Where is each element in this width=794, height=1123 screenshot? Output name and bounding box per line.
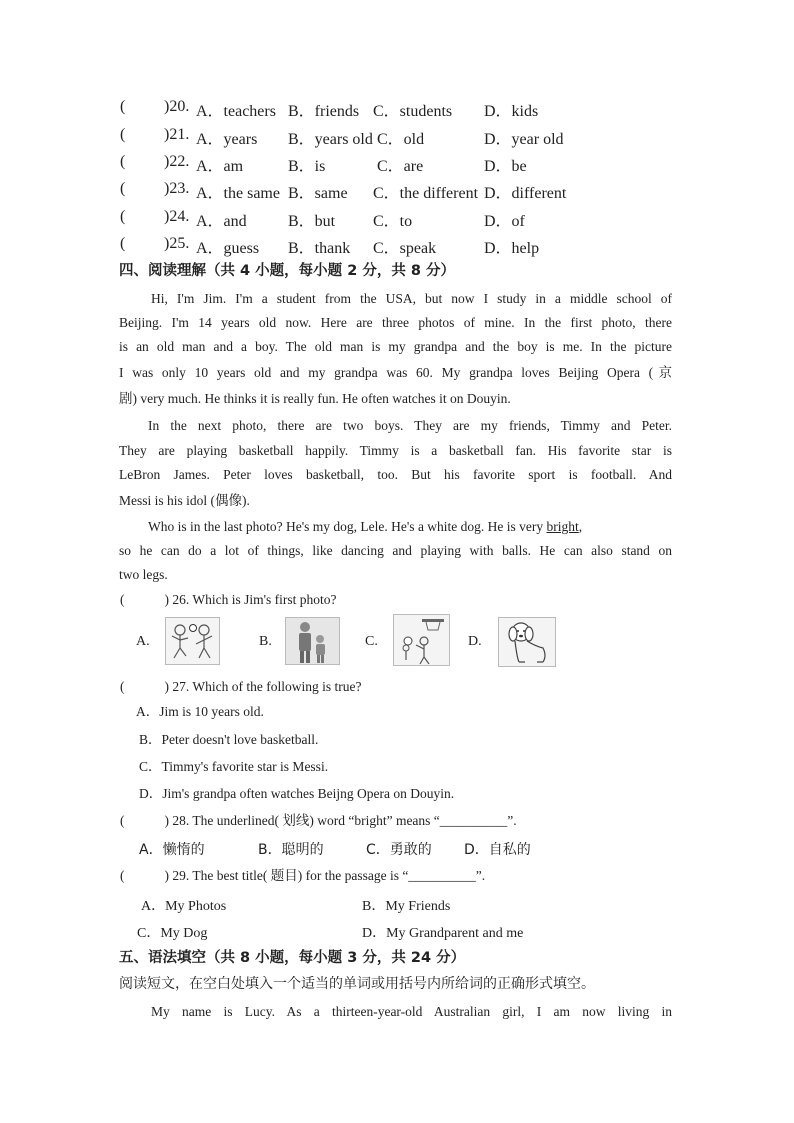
answer-bracket[interactable]: ( <box>120 868 125 883</box>
question-29 <box>120 867 485 885</box>
passage-line: They are playing basketball happily. Timmy is a basketball fan. His favorite star is <box>119 443 672 458</box>
passage-line: Beijing. I'm 14 years old now. Here are three photos of mine. In the first photo, there <box>119 315 672 330</box>
option-c: C．speak <box>373 240 437 257</box>
option-b: B．years old <box>288 131 373 148</box>
question-number: )23. <box>164 180 190 197</box>
passage-line <box>148 518 582 536</box>
question-number: )24. <box>164 208 190 225</box>
option-c: C．old <box>377 131 425 148</box>
answer-option: A．My Photos <box>141 899 227 914</box>
answer-bracket[interactable]: ( <box>120 208 126 225</box>
answer-bracket[interactable]: ( <box>120 592 125 607</box>
passage-line: is an old man and a boy. The old man is my grandpa and the boy is me. In the picture <box>119 339 672 354</box>
passage-line: I was only 10 years old and my grandpa was 60. My grandpa loves Beijing Opera (京 <box>119 365 672 380</box>
passage-line: Messi is his idol (偶像). <box>119 493 250 508</box>
option-c: C．are <box>377 158 424 175</box>
option-a: A．teachers <box>196 103 276 120</box>
option-d: D．of <box>484 213 525 230</box>
option-c: C．students <box>373 103 453 120</box>
answer-option: D．自私的 <box>464 842 531 858</box>
section-heading: 四、阅读理解（共 4 小题，每小题 2 分，共 8 分） <box>119 263 456 279</box>
answer-option: C．My Dog <box>137 926 208 941</box>
passage-line: Hi, I'm Jim. I'm a student from the USA, but now I study in a middle school of <box>151 291 672 306</box>
answer-bracket[interactable]: ( <box>120 235 126 252</box>
question-text: ) 26. Which is Jim's first photo? <box>164 592 337 607</box>
question-27 <box>120 678 361 696</box>
option-b-label: B. <box>259 634 272 649</box>
question-28 <box>120 812 517 830</box>
option-a: A．guess <box>196 240 260 257</box>
question-number: )22. <box>164 153 190 170</box>
option-b: B．thank <box>288 240 351 257</box>
answer-option: C．勇敢的 <box>366 842 432 858</box>
option-c-label: C. <box>365 634 378 649</box>
option-d: D．year old <box>484 131 564 148</box>
dog-picture[interactable] <box>498 617 556 667</box>
answer-option: A．Jim is 10 years old. <box>136 704 264 719</box>
answer-bracket[interactable]: ( <box>120 98 126 115</box>
question-text: ) 28. The underlined( 划线) word “bright” means “__________”. <box>164 813 517 828</box>
question-26 <box>120 591 337 609</box>
option-b: B．friends <box>288 103 360 120</box>
passage-punct: , <box>578 519 583 534</box>
section-heading: 五、语法填空（共 8 小题，每小题 3 分，共 24 分） <box>119 950 466 966</box>
option-a: A．and <box>196 213 247 230</box>
option-a-label: A. <box>136 634 150 649</box>
option-b: B．same <box>288 185 348 202</box>
passage-text: Who is in the last photo? He's my dog, Lele. He's a white dog. He is very <box>148 519 544 534</box>
option-d: D．help <box>484 240 540 257</box>
answer-option: B．聪明的 <box>258 842 324 858</box>
passage-line: 剧) very much. He thinks it is really fun. He often watches it on Douyin. <box>119 391 511 406</box>
underlined-word: bright <box>546 519 579 534</box>
option-c: C．the different <box>373 185 479 202</box>
question-text: ) 27. Which of the following is true? <box>164 679 362 694</box>
passage-line: two legs. <box>119 567 168 582</box>
answer-option: C．Timmy's favorite star is Messi. <box>139 759 329 774</box>
answer-option: B．Peter doesn't love basketball. <box>139 732 319 747</box>
option-d: D．kids <box>484 103 539 120</box>
option-a: A．am <box>196 158 244 175</box>
option-a: A．the same <box>196 185 280 202</box>
answer-option: A．懒惰的 <box>139 842 205 858</box>
option-d-label: D. <box>468 634 482 649</box>
question-number: )25. <box>164 235 190 252</box>
option-c: C．to <box>373 213 413 230</box>
answer-bracket[interactable]: ( <box>120 813 125 828</box>
answer-option: D．My Grandparent and me <box>362 926 524 941</box>
passage-line: My name is Lucy. As a thirteen-year-old Australian girl, I am now living in <box>151 1004 672 1019</box>
grandpa-boy-picture[interactable] <box>285 617 340 665</box>
basketball-picture[interactable] <box>393 614 450 666</box>
section-instruction: 阅读短文，在空白处填入一个适当的单词或用括号内所给词的正确形式填空。 <box>119 976 595 992</box>
answer-bracket[interactable]: ( <box>120 180 126 197</box>
answer-option: D．Jim's grandpa often watches Beijng Opera on Douyin. <box>139 786 455 801</box>
question-number: )20. <box>164 98 190 115</box>
answer-bracket[interactable]: ( <box>120 153 126 170</box>
passage-line: so he can do a lot of things, like dancing and playing with balls. He can also stand on <box>119 543 672 558</box>
question-text: ) 29. The best title( 题目) for the passage is “__________”. <box>164 868 486 883</box>
option-b: B．but <box>288 213 336 230</box>
answer-bracket[interactable]: ( <box>120 679 125 694</box>
passage-line: In the next photo, there are two boys. They are my friends, Timmy and Peter. <box>148 418 672 433</box>
option-d: D．be <box>484 158 527 175</box>
passage-line: LeBron James. Peter loves basketball, too. But his favorite sport is football. And <box>119 467 672 482</box>
option-b: B．is <box>288 158 326 175</box>
option-d: D．different <box>484 185 567 202</box>
answer-bracket[interactable]: ( <box>120 126 126 143</box>
answer-option: B．My Friends <box>362 899 451 914</box>
option-a: A．years <box>196 131 258 148</box>
soccer-kids-picture[interactable] <box>165 617 220 665</box>
question-number: )21. <box>164 126 190 143</box>
